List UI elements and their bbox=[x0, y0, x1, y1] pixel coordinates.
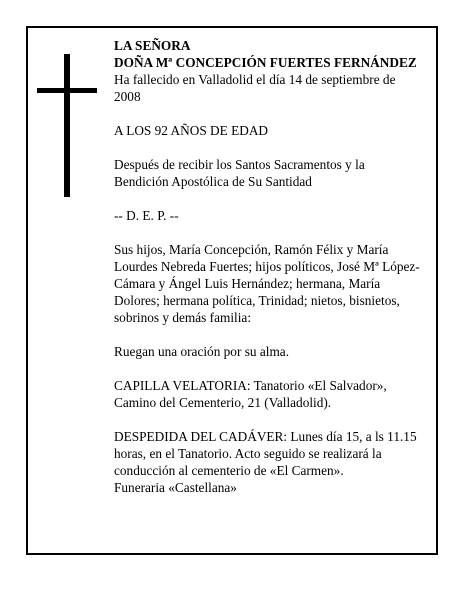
farewell-info: DESPEDIDA DEL CADÁVER: Lunes día 15, a ls 11.15 horas, en el Tanatorio. Acto seguido se realizará la conducción al cementerio de «El Carmen». bbox=[114, 429, 417, 478]
obituary-text bbox=[114, 37, 420, 496]
age-line: A LOS 92 AÑOS DE EDAD bbox=[114, 123, 269, 138]
funeral-home: Funeraria «Castellana» bbox=[114, 480, 237, 495]
rip-line: -- D. E. P. -- bbox=[114, 208, 179, 223]
sacraments-paragraph: Después de recibir los Santos Sacramentos y la Bendición Apostólica de Su Santidad bbox=[114, 157, 365, 189]
cross-icon bbox=[64, 54, 70, 197]
family-paragraph: Sus hijos, María Concepción, Ramón Félix y María Lourdes Nebreda Fuertes; hijos políticos, José Mª López-Cámara y Ángel Luis Hernández; hermana, María Dolores; hermana política, Trinidad; nietos, bisnietos, sobrinos y demás familia: bbox=[114, 242, 420, 325]
chapel-info: CAPILLA VELATORIA: Tanatorio «El Salvador», Camino del Cementerio, 21 (Valladolid). bbox=[114, 378, 387, 410]
heading-line-1: LA SEÑORA bbox=[114, 38, 191, 53]
death-notice: Ha fallecido en Valladolid el día 14 de septiembre de 2008 bbox=[114, 72, 396, 104]
prayer-request: Ruegan una oración por su alma. bbox=[114, 344, 290, 359]
deceased-name: DOÑA Mª CONCEPCIÓN FUERTES FERNÁNDEZ bbox=[114, 55, 417, 70]
cross-icon-arm bbox=[37, 88, 97, 93]
